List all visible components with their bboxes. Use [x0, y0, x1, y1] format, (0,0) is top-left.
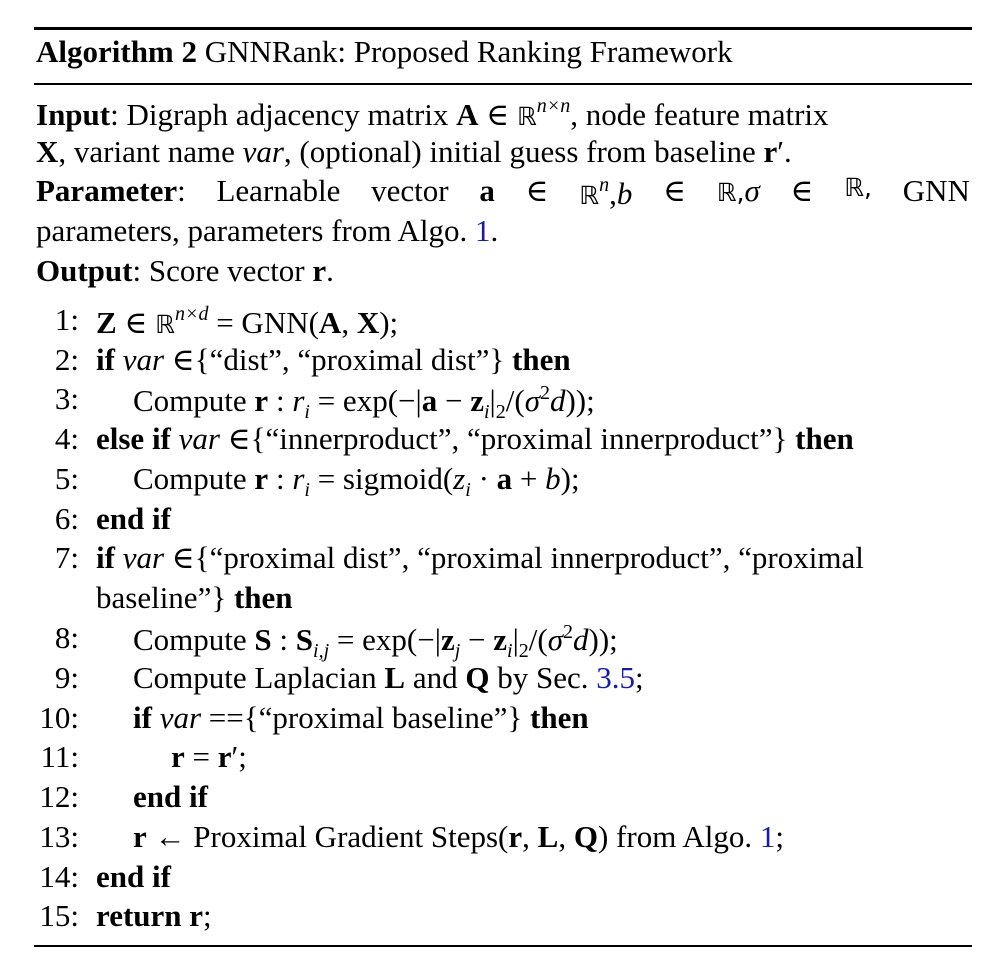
math-r: r — [254, 461, 269, 496]
math-reals: ℝ — [155, 310, 175, 339]
step-13 — [133, 821, 784, 852]
step-10 — [133, 702, 589, 733]
math-sigma: σ — [744, 173, 760, 208]
period: . — [326, 253, 334, 288]
step-text: ) from Algo. — [597, 819, 760, 854]
math-b: b — [616, 176, 633, 211]
step-15 — [96, 900, 212, 931]
math-r: r — [763, 134, 778, 169]
step-text: and — [405, 660, 466, 695]
math-a: a — [421, 383, 438, 418]
math-subscript: i — [483, 401, 490, 423]
math-r: r — [171, 739, 185, 774]
math-var: var — [122, 540, 165, 575]
step-text: | — [489, 383, 496, 418]
math-in: ∈ — [478, 97, 517, 132]
step-text: /( — [505, 383, 525, 418]
step-text: = exp(−| — [329, 622, 441, 657]
math-in: ∈ — [663, 173, 687, 208]
math-d: d — [549, 383, 566, 418]
math-sigma: σ — [547, 622, 564, 657]
input-text-4: , (optional) initial guess from baseline — [283, 134, 764, 169]
step-9 — [133, 662, 644, 693]
keyword-then: then — [530, 700, 589, 735]
keyword-then: then — [795, 421, 854, 456]
math-var: var — [178, 421, 220, 456]
step-text: )); — [565, 383, 595, 418]
math-reals: ℝ, — [844, 173, 872, 202]
input-text-3: , variant name — [58, 134, 243, 169]
output-label: Output — [36, 253, 133, 288]
math-z: z — [470, 383, 484, 418]
comma: , — [522, 819, 538, 854]
step-6 — [96, 503, 171, 534]
input-line-2 — [36, 136, 792, 167]
math-z: z — [453, 461, 466, 496]
math-subscript: 2 — [495, 401, 506, 423]
math-z: z — [440, 622, 455, 657]
algo-ref-link[interactable]: 1 — [475, 213, 491, 248]
output-text: : Score vector — [132, 253, 313, 288]
algorithm-name: GNNRank: Proposed Ranking Framework — [204, 34, 733, 69]
math-sigma: σ — [524, 383, 540, 418]
math-subscript: j — [454, 640, 461, 662]
step-text: + — [512, 461, 546, 496]
step-number: 15: — [39, 898, 79, 933]
math-in: ∈ — [790, 173, 814, 208]
math-S: S — [295, 622, 314, 657]
step-number: 5: — [54, 461, 79, 496]
math-var: var — [242, 134, 284, 169]
math-reals: ℝ, — [716, 178, 745, 207]
math-in: ∈ — [116, 305, 156, 340]
math-a: a — [496, 461, 513, 496]
math-r: r — [133, 819, 147, 854]
input-text: : Digraph adjacency matrix — [110, 97, 457, 132]
math-superscript: 2 — [539, 382, 550, 404]
math-r-i: r — [292, 461, 305, 496]
parameter-line-1 — [36, 175, 970, 209]
math-X: X — [356, 305, 380, 340]
step-text: : — [268, 383, 293, 418]
math-exponent: n×n — [536, 95, 571, 117]
section-ref-link[interactable]: 3.5 — [596, 660, 635, 695]
step-text: Compute Laplacian — [133, 660, 385, 695]
step-1 — [96, 304, 398, 338]
step-text: )); — [588, 622, 618, 657]
step-number: 4: — [54, 421, 79, 456]
step-text: Compute — [133, 622, 255, 657]
step-text: ); — [560, 461, 580, 496]
step-text: =={“proximal baseline”} — [201, 700, 530, 735]
step-text: ; — [634, 660, 644, 695]
keyword-return: return — [96, 898, 182, 933]
step-text: | — [512, 622, 519, 657]
parameter-label: Parameter — [36, 173, 178, 208]
math-r: r — [254, 383, 269, 418]
keyword-if: if — [96, 342, 115, 377]
math-Q: Q — [573, 819, 598, 854]
step-number: 8: — [54, 620, 79, 655]
math-r: r — [508, 819, 523, 854]
math-L: L — [384, 660, 406, 695]
step-text: · — [470, 461, 497, 496]
math-exponent: n×d — [174, 303, 209, 325]
keyword-if: if — [133, 700, 152, 735]
step-text: ; — [203, 898, 212, 933]
math-Z: Z — [96, 305, 117, 340]
math-subscript: i — [465, 479, 471, 501]
math-A: A — [456, 97, 479, 132]
math-r: r — [312, 253, 327, 288]
step-text: baseline”} — [96, 580, 234, 615]
step-text: = sigmoid( — [309, 461, 454, 496]
keyword-end-if: end if — [96, 501, 171, 536]
step-number: 2: — [54, 342, 79, 377]
bottom-rule — [34, 945, 972, 947]
algorithm-label: Algorithm 2 — [36, 34, 198, 69]
step-text: by Sec. — [489, 660, 597, 695]
comma: , — [341, 305, 357, 340]
keyword-else-if: else if — [96, 421, 171, 456]
math-d: d — [573, 622, 589, 657]
math-a: a — [479, 173, 495, 208]
title-rule — [34, 83, 972, 85]
parameter-word: vector — [371, 173, 449, 208]
math-eq: = — [184, 739, 218, 774]
step-number: 12: — [39, 779, 79, 814]
math-z: z — [493, 622, 508, 657]
math-subscript: i — [304, 479, 310, 501]
keyword-then: then — [512, 342, 571, 377]
input-label: Input — [36, 97, 111, 132]
step-number: 1: — [54, 302, 79, 337]
step-text: − — [460, 622, 494, 657]
math-Q: Q — [465, 660, 490, 695]
step-2 — [96, 344, 571, 375]
keyword-end-if: end if — [96, 859, 171, 894]
math-prime: ′; — [231, 739, 247, 774]
math-reals: ℝ — [516, 102, 537, 131]
math-L: L — [537, 819, 559, 854]
math-b: b — [545, 461, 561, 496]
math-prime: ′. — [777, 134, 792, 169]
math-in: ∈ — [525, 173, 549, 208]
math-r: r — [189, 898, 204, 933]
step-text: Compute — [133, 461, 255, 496]
math-var: var — [122, 342, 165, 377]
parameter-line-2 — [36, 215, 498, 246]
step-8 — [133, 622, 618, 661]
math-subscript: 2 — [518, 640, 529, 662]
step-number: 7: — [54, 540, 79, 575]
parameter-colon: : — [177, 173, 186, 208]
math-A: A — [318, 305, 342, 340]
algorithm-title — [36, 36, 733, 67]
step-5 — [133, 463, 580, 500]
step-text: : — [268, 461, 293, 496]
step-number: 3: — [54, 381, 79, 416]
step-text: − — [437, 383, 471, 418]
keyword-if: if — [96, 540, 115, 575]
input-text-2: , node feature matrix — [570, 97, 829, 132]
math-superscript: 2 — [563, 621, 574, 643]
step-7-continued — [96, 582, 293, 613]
math-S: S — [254, 622, 272, 657]
step-text: ∈{“dist”, “proximal dist”} — [164, 342, 513, 377]
math-subscript: i — [507, 640, 513, 662]
math-X: X — [36, 134, 59, 169]
input-line-1 — [36, 96, 829, 130]
step-number: 9: — [54, 660, 79, 695]
step-text: = exp(−| — [309, 383, 422, 418]
math-reals: ℝ — [579, 181, 600, 210]
step-number: 14: — [39, 859, 79, 894]
math-var: var — [159, 700, 202, 735]
step-11 — [171, 741, 247, 772]
step-text: ; — [775, 819, 784, 854]
step-number: 13: — [39, 819, 79, 854]
math-end: ); — [379, 305, 399, 340]
top-rule — [34, 27, 972, 30]
period: . — [490, 213, 499, 248]
step-text: /( — [528, 622, 548, 657]
output-line — [36, 255, 334, 286]
step-text: ∈{“proximal dist”, “proximal innerproduct”, “proximal — [171, 540, 864, 575]
comma: , — [609, 176, 617, 211]
step-text: ∈{“innerproduct”, “proximal innerproduct”} — [219, 421, 796, 456]
step-text: Compute — [133, 383, 255, 418]
math-exponent: n — [599, 174, 610, 196]
step-number: 6: — [54, 501, 79, 536]
algo-ref-link[interactable]: 1 — [759, 819, 776, 854]
math-subscript: i — [304, 401, 310, 423]
keyword-then: then — [233, 580, 293, 615]
keyword-end-if: end if — [133, 779, 208, 814]
step-12 — [133, 781, 208, 812]
math-r-i: r — [292, 383, 305, 418]
step-text: ← Proximal Gradient Steps( — [146, 819, 509, 854]
parameter-word: GNN — [902, 173, 970, 208]
math-eq: = GNN( — [208, 305, 319, 340]
math-r: r — [217, 739, 232, 774]
math-subscript: i,j — [313, 640, 330, 662]
step-number: 10: — [39, 700, 79, 735]
parameter-text: parameters, parameters from Algo. — [36, 213, 475, 248]
step-4 — [96, 423, 854, 454]
step-number: 11: — [40, 739, 79, 774]
step-7 — [96, 542, 864, 573]
step-text: : — [271, 622, 296, 657]
parameter-word: Learnable — [216, 173, 341, 208]
step-14 — [96, 861, 171, 892]
comma: , — [558, 819, 574, 854]
step-3 — [133, 383, 595, 422]
